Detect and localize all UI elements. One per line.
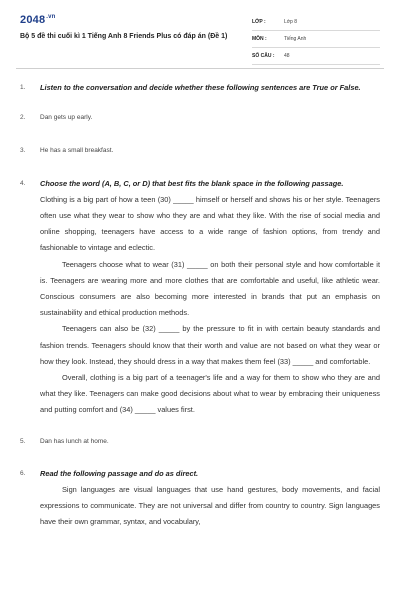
question-number: 2. (20, 114, 26, 122)
question-number: 5. (20, 437, 26, 445)
passage-paragraph: Overall, clothing is a big part of a teenager's life and a way for them to show who they are and what they like. Teenagers can make good decisions about what to wear by embracing their uniqueness and putting comfort and (34) _____ values first. (40, 373, 380, 415)
meta-value: Lớp 8 (284, 19, 298, 25)
meta-key: SỐ CÂU : (252, 53, 275, 59)
question-text: Dan gets up early. (40, 114, 93, 122)
question-2 (20, 110, 380, 126)
question-list (20, 80, 380, 531)
header-divider (16, 68, 384, 69)
question-5 (20, 434, 380, 450)
question-instruction: Read the following passage and do as direct. (40, 468, 199, 478)
question-instruction: Listen to the conversation and decide whether these following sentences are True or False. (40, 83, 361, 92)
site-logo[interactable]: $2048^{.vn}$ (20, 14, 56, 26)
passage-paragraph: Teenagers choose what to wear (31) _____ on both their personal style and how comfortable it is. Teenagers are wearing more and more clothes that are comfortable and useful, like athletic wear. Conscious consumers are also becoming more interested in brands that put an emphasis on sustainability and ethical production methods. (40, 259, 380, 318)
passage-paragraph: Sign languages are visual languages that use hand gestures, body movements, and facial expressions to communicate. They are not universal and differ from country to country. Sign languages have their own grammar, syntax, and vocabulary, (40, 485, 380, 527)
meta-row-class (252, 14, 380, 31)
question-number: 1. (20, 84, 26, 91)
question-number: 4. (20, 179, 26, 187)
meta-table (252, 14, 380, 65)
question-6 (20, 466, 380, 531)
meta-row-question-count (252, 48, 380, 65)
meta-value: 48 (284, 53, 290, 59)
question-1 (20, 80, 380, 96)
document-title: Bộ 5 đề thi cuối kì 1 Tiếng Anh 8 Friends Plus có đáp án (Đề 1) (20, 33, 228, 40)
header (0, 0, 400, 68)
question-number: 6. (20, 469, 26, 477)
passage-paragraph: Teenagers can also be (32) _____ by the pressure to fit in with certain beauty standards and fashion trends. Teenagers should know that their worth and value are not based on what they wear or how they look. Instead, they should dress in a way that makes them feel (33) _____ and comfortable. (40, 324, 380, 366)
question-text: He has a small breakfast. (40, 147, 114, 155)
meta-value: Tiếng Anh (284, 36, 307, 42)
question-instruction: Choose the word (A, B, C, or D) that best fits the blank space in the following passage. (40, 178, 344, 188)
question-4 (20, 176, 380, 419)
question-number: 3. (20, 147, 26, 155)
meta-key: MÔN : (252, 36, 267, 42)
passage-paragraph: Clothing is a big part of how a teen (30) _____ himself or herself and shows his or her style. Teenagers often use what they wear to show who they are and what they like. With the rise of social media and online shopping, teenagers have access to a wide range of fashion options, from trendy and fashionable to vintage and eclectic. (40, 194, 380, 253)
meta-row-subject (252, 31, 380, 48)
meta-key: LỚP : (252, 19, 266, 25)
question-3 (20, 143, 380, 159)
question-text: Dan has lunch at home. (40, 437, 109, 445)
